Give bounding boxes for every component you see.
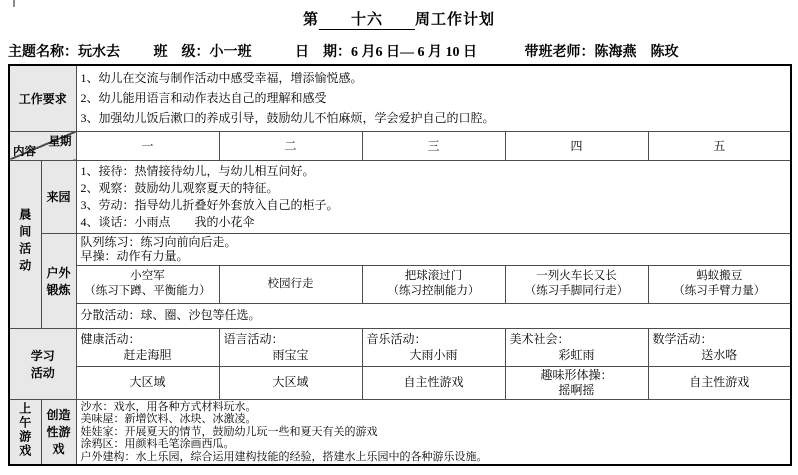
- creative-item: 美味屋：新增饮料、冰块、冰激凌。: [80, 413, 257, 426]
- creative-item: 户外建构：水上乐园，综合运用建构技能的经验，搭建水上乐园中的各种游乐设施。: [80, 450, 488, 463]
- day-header-row: [9, 131, 791, 160]
- arrival-item: 1、接待：热情接待幼儿，与幼儿相互问好。: [80, 163, 315, 178]
- area-line: 大区域: [129, 375, 166, 389]
- activity-name: 一列火车长又长: [536, 270, 617, 282]
- title-suffix: 周工作计划: [415, 12, 496, 28]
- work-item: 2、幼儿能用语言和动作表达自己的理解和感受: [80, 91, 327, 106]
- activity-name: 小空军: [130, 270, 165, 282]
- free-activity-row: [9, 303, 791, 328]
- creative-games-content: [76, 399, 791, 465]
- activity-note: （练习手臂力量）: [673, 285, 766, 297]
- document-title: [0, 8, 798, 30]
- weekly-plan-table: [8, 64, 792, 466]
- lesson-tue: [219, 328, 362, 366]
- lesson-thu: [505, 328, 648, 366]
- day-header-tue: 二: [219, 131, 362, 160]
- lesson-category: 数学活动：: [652, 331, 713, 346]
- week-number-underline: [319, 12, 415, 30]
- work-requirements-content: [76, 65, 791, 131]
- areas-row: [9, 366, 791, 399]
- class-value: 小一班: [209, 45, 252, 60]
- day-header-fri: 五: [648, 131, 791, 160]
- area-mon: [76, 366, 219, 399]
- area-tue: [219, 366, 362, 399]
- arrival-content: [76, 160, 791, 233]
- work-requirements-row: [9, 65, 791, 131]
- outdoor-activities-row: [9, 265, 791, 303]
- plan-info-line: [8, 41, 792, 61]
- drill-row: [9, 233, 791, 265]
- page-edge-artifact: [13, 0, 15, 7]
- work-requirements-label: 工作要求: [9, 65, 76, 131]
- lesson-mon: [76, 328, 219, 366]
- lesson-category: 音乐活动：: [366, 331, 427, 346]
- corner-week-label: 星期: [48, 135, 72, 148]
- day-header-thu: 四: [505, 131, 648, 160]
- arrival-item: 2、观察：鼓励幼儿观察夏天的特征。: [80, 180, 279, 195]
- lesson-name: 彩虹雨: [558, 347, 595, 362]
- lesson-category: 语言活动：: [223, 331, 284, 346]
- title-prefix: 第: [302, 12, 319, 28]
- day-header-mon: 一: [76, 131, 219, 160]
- corner-cell: [9, 131, 76, 160]
- creative-item: 娃娃家：开展夏天的情节，鼓励幼儿玩一些和夏天有关的游戏: [80, 425, 378, 438]
- corner-content-label: 内容: [13, 145, 36, 158]
- activity-note: （练习控制能力）: [387, 285, 480, 297]
- teacher-label: 带班老师：: [524, 45, 595, 60]
- date-value: 6 月6 日— 6 月 10 日: [351, 45, 477, 60]
- morning-activities-label: 晨间活动: [9, 160, 41, 328]
- lesson-name: 大雨小雨: [409, 347, 458, 362]
- activity-note: （练习下蹲、平衡能力）: [84, 285, 211, 297]
- arrival-row: [9, 160, 791, 233]
- area-line: 自主性游戏: [403, 375, 464, 389]
- class-segment: [154, 41, 252, 61]
- outdoor-activity-thu: [505, 265, 648, 303]
- free-activity-content: 分散活动：球、圈、沙包等任选。: [76, 303, 791, 328]
- teacher-value: 陈海燕 陈玫: [594, 45, 679, 60]
- learning-activities-label: 学习活动: [9, 328, 76, 399]
- activity-name: 把球滚过门: [404, 270, 463, 282]
- lesson-wed: [362, 328, 505, 366]
- outdoor-activity-tue: [219, 265, 362, 303]
- area-fri: [648, 366, 791, 399]
- class-label: 班 级：: [153, 45, 210, 60]
- day-header-wed: 三: [362, 131, 505, 160]
- area-thu: [505, 366, 648, 399]
- creative-games-label: 创造性游戏: [41, 399, 76, 465]
- outdoor-activity-mon: [76, 265, 219, 303]
- lesson-fri: [648, 328, 791, 366]
- work-item: 3、加强幼儿饭后漱口的养成引导，鼓励幼儿不怕麻烦，学会爱护自己的口腔。: [80, 111, 495, 126]
- morning-games-label: 上午游戏: [9, 399, 41, 465]
- lesson-category: 健康活动：: [80, 331, 141, 346]
- lessons-row: [9, 328, 791, 366]
- drill-line: 早操：动作有力量。: [80, 249, 189, 263]
- activity-name: 蚂蚁搬豆: [696, 270, 743, 282]
- theme-label: 主题名称：: [8, 45, 78, 60]
- creative-item: 沙水：戏水，用各种方式材料玩水。: [80, 400, 257, 413]
- outdoor-exercise-label: 户外锻炼: [41, 233, 76, 328]
- week-number: 十六: [350, 12, 383, 28]
- theme-value: 玩水去: [78, 45, 120, 60]
- arrival-label: 来园: [41, 160, 76, 233]
- lesson-name: 雨宝宝: [272, 347, 309, 362]
- theme-segment: [8, 41, 120, 61]
- work-item: 1、幼儿在交流与制作活动中感受幸福，增添愉悦感。: [80, 71, 363, 86]
- outdoor-activity-fri: [648, 265, 791, 303]
- area-line: 趣味形体操：: [540, 367, 613, 382]
- lesson-category: 美术社会：: [509, 331, 570, 346]
- drill-line: 队列练习：练习向前向后走。: [80, 234, 237, 249]
- activity-name: 校园行走: [267, 277, 314, 290]
- arrival-item: 4、谈话：小雨点 我的小花伞: [80, 214, 255, 229]
- area-line: 自主性游戏: [689, 375, 750, 389]
- area-line: 摇啊摇: [558, 382, 595, 397]
- creative-item: 涂鸦区：用颜料毛笔涂画西瓜。: [80, 438, 235, 451]
- date-label: 日 期：: [295, 45, 351, 60]
- teacher-segment: [525, 41, 679, 61]
- area-line: 大区域: [272, 375, 309, 389]
- creative-games-row: [9, 399, 791, 465]
- lesson-name: 赶走海胆: [123, 347, 172, 362]
- drill-content: [76, 233, 791, 265]
- date-segment: [295, 41, 477, 61]
- lesson-name: 送水咯: [701, 347, 738, 362]
- outdoor-activity-wed: [362, 265, 505, 303]
- arrival-item: 3、劳动：指导幼儿折叠好外套放入自己的柜子。: [80, 197, 339, 212]
- activity-note: （练习手脚同行走）: [524, 285, 629, 297]
- area-wed: [362, 366, 505, 399]
